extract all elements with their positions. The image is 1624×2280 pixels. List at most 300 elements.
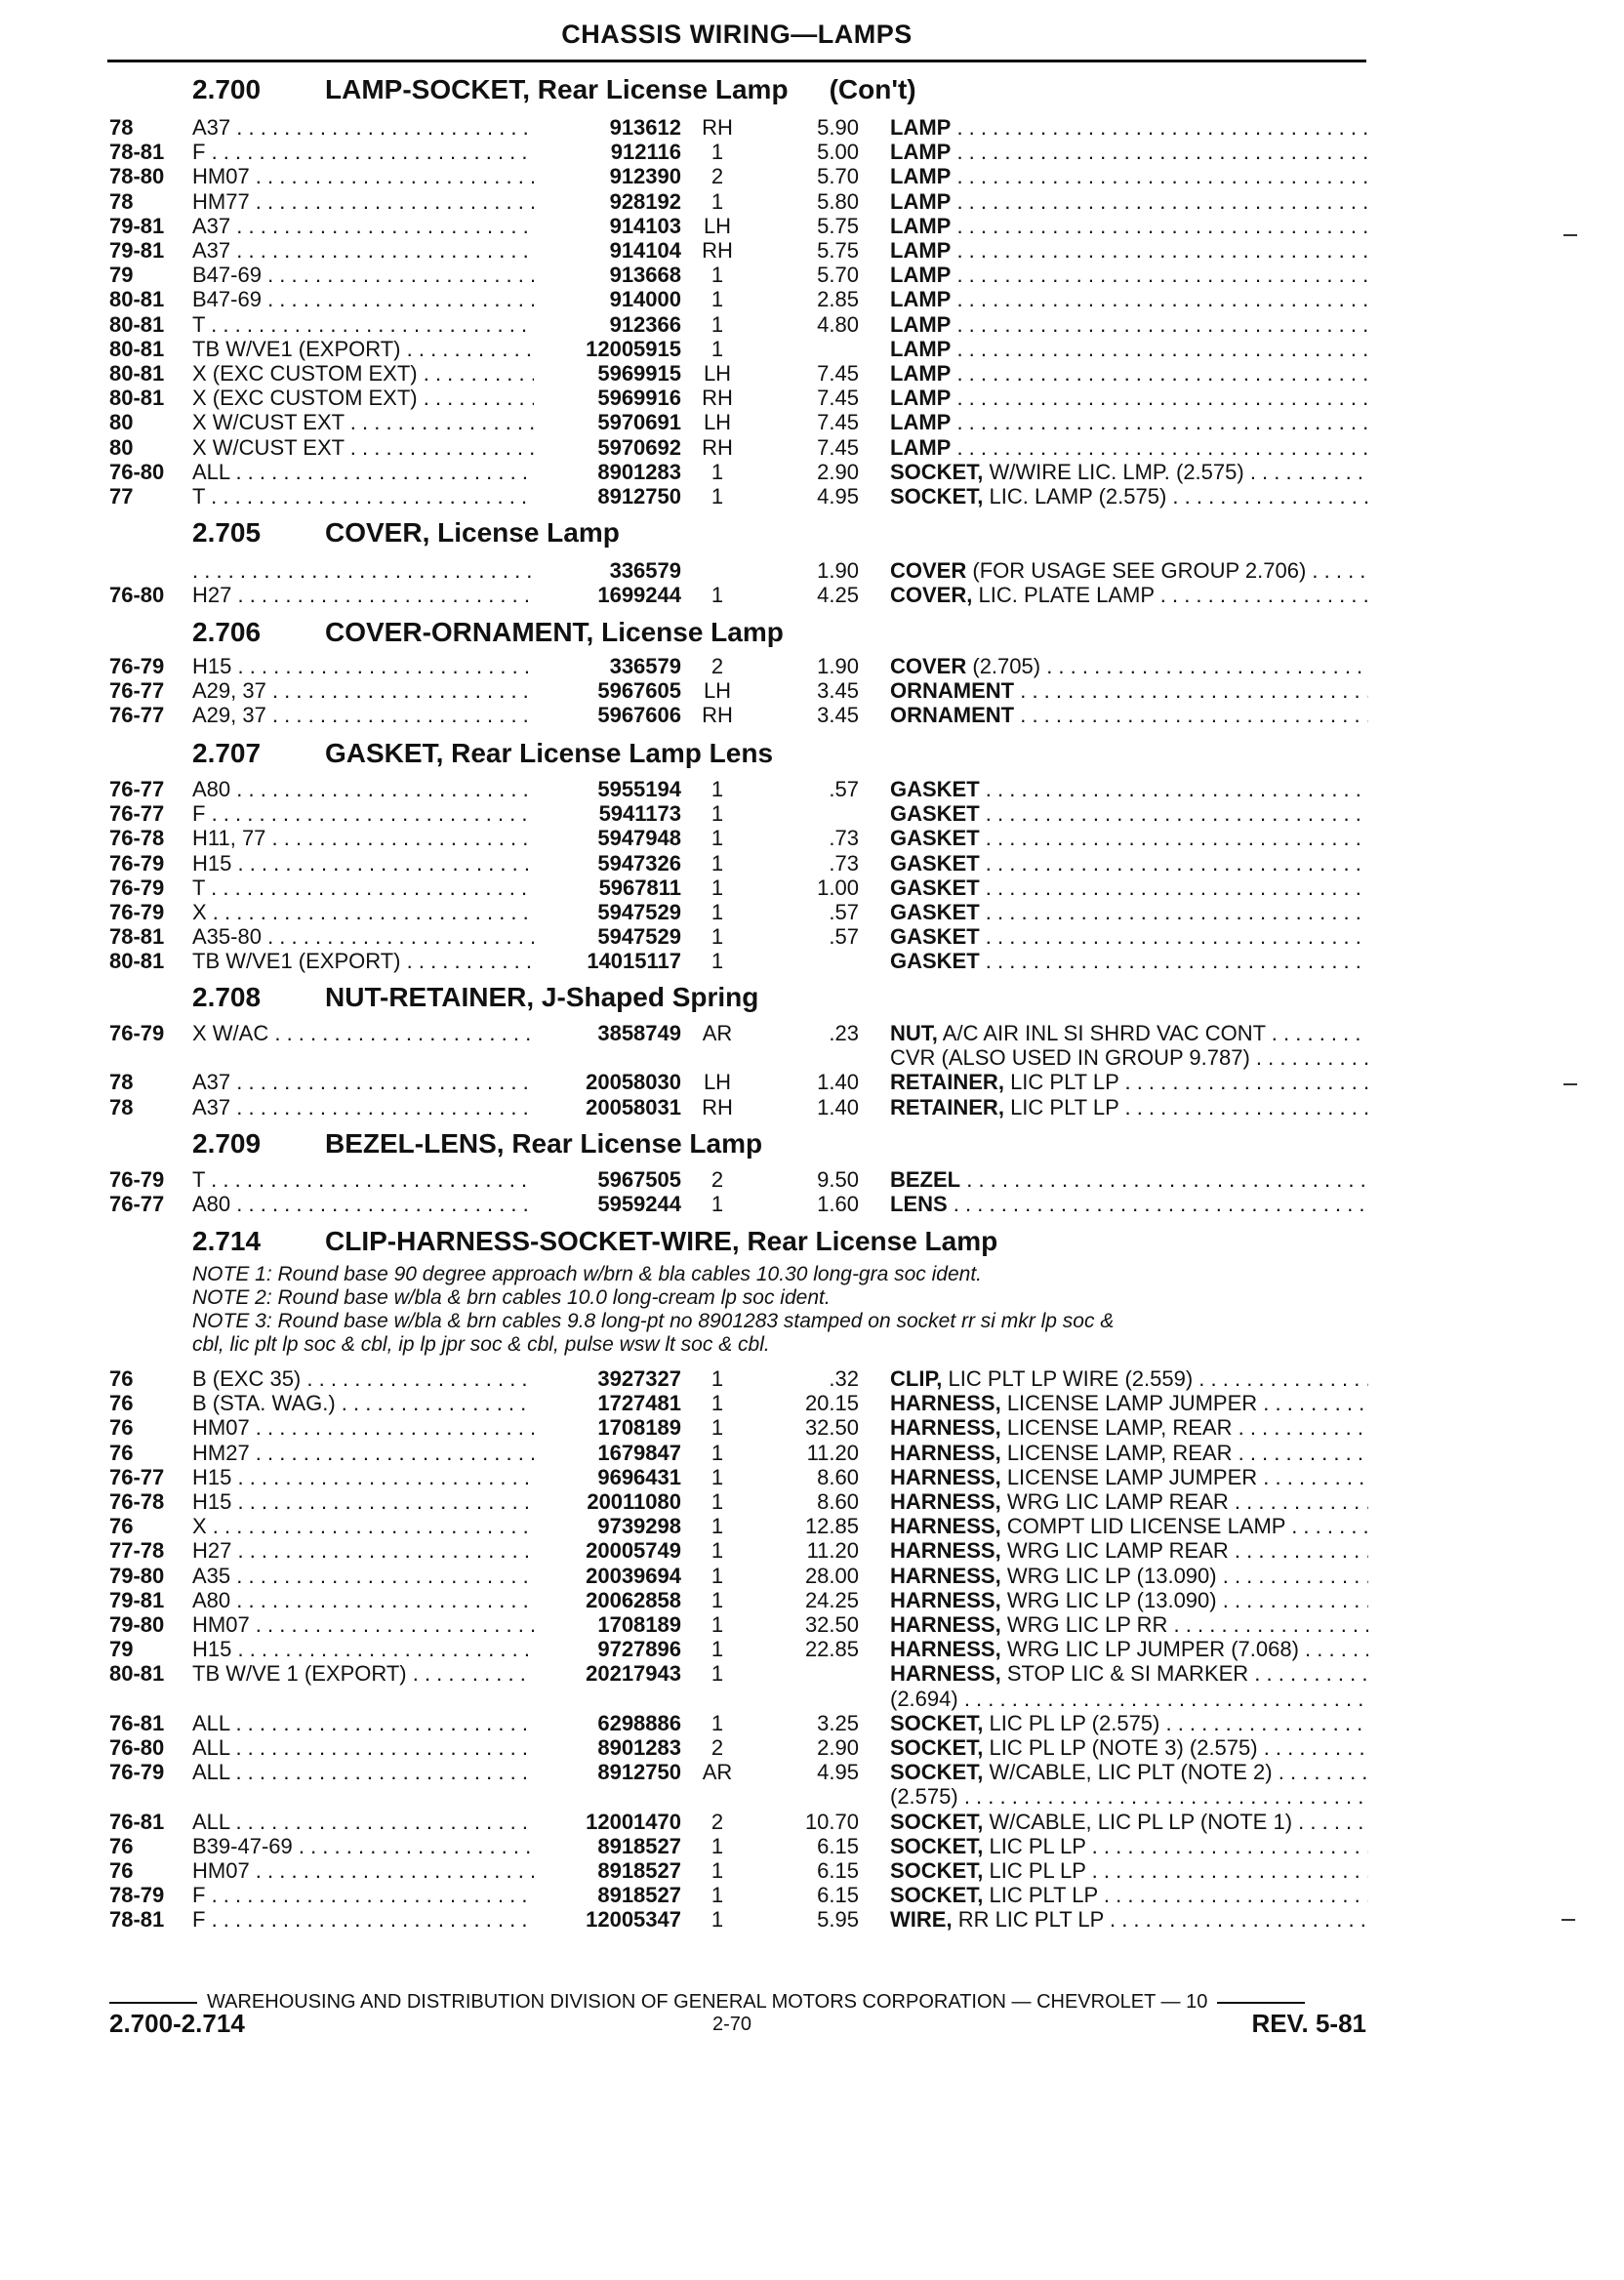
section-number: 2.709 <box>192 1128 262 1159</box>
table-row <box>0 949 1624 973</box>
part-number: 1699244 <box>597 583 681 608</box>
section-note: NOTE 2: Round base w/bla & brn cables 10.0 long-cream lp soc ident. <box>192 1286 831 1309</box>
part-number: 5967811 <box>598 875 681 900</box>
part-name-detail: COMPT LID LICENSE LAMP <box>1006 1514 1286 1539</box>
table-row <box>0 924 1624 949</box>
part-name <box>890 1588 1368 1612</box>
table-row <box>0 435 1624 460</box>
part-name-keyword: GASKET <box>890 777 980 801</box>
part-name <box>890 1366 1368 1391</box>
section-title: NUT-RETAINER, J-Shaped Spring <box>325 982 759 1012</box>
part-name <box>890 1167 1368 1192</box>
part-number: 8918527 <box>597 1858 681 1883</box>
part-number: 5969916 <box>597 386 681 411</box>
part-name <box>890 1760 1368 1784</box>
part-name-keyword: NUT, <box>890 1021 938 1045</box>
price: 3.25 <box>817 1710 859 1735</box>
part-number: 913668 <box>609 263 681 288</box>
price: 10.70 <box>804 1809 859 1834</box>
quantity: AR <box>702 1760 733 1785</box>
part-name-keyword: HARNESS, <box>890 1563 1001 1588</box>
model-description: X W/CUST EXT . . . <box>192 435 534 460</box>
price: 11.20 <box>806 1538 859 1564</box>
part-name-keyword: WIRE, <box>890 1907 953 1933</box>
part-number: 8901283 <box>597 1735 681 1760</box>
part-number: 5955194 <box>597 777 681 801</box>
part-name <box>890 1415 1368 1440</box>
table-row <box>0 1167 1624 1192</box>
model-description: B (EXC 35) . . . <box>192 1366 534 1391</box>
part-number: 9739298 <box>597 1514 681 1539</box>
part-name <box>890 875 1368 900</box>
part-name-detail: WRG LIC LAMP REAR <box>1006 1538 1229 1564</box>
part-name-detail: WRG LIC LP (13.090) <box>1006 1563 1217 1588</box>
part-name-keyword: LENS <box>890 1192 948 1217</box>
table-row <box>0 777 1624 801</box>
price: 7.45 <box>817 361 859 386</box>
part-name-keyword: HARNESS, <box>890 1661 1001 1687</box>
table-row <box>0 484 1624 509</box>
price: 20.15 <box>804 1391 859 1416</box>
table-row <box>0 386 1624 410</box>
part-name-keyword: RETAINER, <box>890 1070 1004 1095</box>
quantity: 1 <box>710 1710 724 1735</box>
quantity: 1 <box>710 949 724 974</box>
part-name <box>890 1070 1368 1094</box>
price: 2.85 <box>817 287 859 312</box>
table-row <box>0 654 1624 678</box>
quantity: 1 <box>710 1858 724 1883</box>
year-range: 79-81 <box>109 213 165 238</box>
part-name <box>890 583 1368 607</box>
model-description: TB W/VE 1 (EXPORT) . . . <box>192 1661 534 1686</box>
model-description: X (EXC CUSTOM EXT) . . . <box>192 361 534 386</box>
quantity: 1 <box>710 287 724 312</box>
part-name-detail: (FOR USAGE SEE GROUP 2.706) <box>972 558 1307 583</box>
price: 7.45 <box>817 410 859 435</box>
table-row <box>0 164 1624 188</box>
quantity: 1 <box>710 1587 724 1612</box>
year-range: 78 <box>109 1070 134 1095</box>
model-description: A80 . . . <box>192 1192 534 1216</box>
model-description: HM07 . . . <box>192 1415 534 1440</box>
part-name-detail: STOP LIC & SI MARKER <box>1006 1661 1249 1687</box>
model-description: X W/CUST EXT . . . <box>192 410 534 434</box>
year-range: 76-77 <box>109 777 165 801</box>
part-name <box>890 140 1368 164</box>
table-row <box>0 140 1624 164</box>
footer-revision: REV. 5-81 <box>1251 2009 1366 2038</box>
section-number: 2.707 <box>192 738 262 768</box>
quantity: 1 <box>710 1415 724 1441</box>
year-range: 79 <box>109 1637 134 1662</box>
part-number: 912116 <box>610 140 681 165</box>
part-name-detail: LICENSE LAMP JUMPER <box>1006 1464 1258 1489</box>
quantity: 1 <box>710 1563 724 1588</box>
section-number: 2.708 <box>192 982 262 1012</box>
part-name <box>890 164 1368 188</box>
part-number: 5967606 <box>597 703 681 728</box>
table-row <box>0 1441 1624 1465</box>
part-name <box>890 337 1368 361</box>
part-number: 5941173 <box>598 801 681 827</box>
table-row <box>0 238 1624 263</box>
model-description: A80 . . . <box>192 777 534 801</box>
part-number: 12005915 <box>586 336 681 361</box>
year-range: 78-81 <box>109 924 165 950</box>
year-range: 80-81 <box>109 287 165 312</box>
quantity: 1 <box>710 188 724 214</box>
table-row <box>0 1760 1624 1784</box>
price: .23 <box>829 1021 859 1045</box>
model-description: F . . . <box>192 1883 534 1907</box>
part-number: 336579 <box>609 654 681 678</box>
table-row <box>0 1810 1624 1834</box>
model-description: H15 . . . <box>192 1637 534 1661</box>
year-range: 76-79 <box>109 654 165 678</box>
part-name-continuation: (2.575) . . . <box>890 1784 1368 1809</box>
price: 9.50 <box>817 1167 859 1192</box>
model-description: T . . . <box>192 875 534 900</box>
year-range: 78 <box>109 115 134 140</box>
part-name <box>890 1711 1368 1735</box>
price: .57 <box>829 924 859 950</box>
footer-rule-left <box>109 2002 197 2004</box>
table-row <box>0 1391 1624 1415</box>
year-range: 76-79 <box>109 1167 165 1192</box>
part-name <box>890 777 1368 801</box>
quantity: 1 <box>710 263 724 288</box>
year-range: 79-80 <box>109 1612 165 1637</box>
table-row <box>0 337 1624 361</box>
part-number: 20039694 <box>586 1563 681 1588</box>
model-description: H15 . . . <box>192 1465 534 1489</box>
model-description: X W/AC . . . <box>192 1021 534 1045</box>
year-range: 76 <box>109 1391 134 1416</box>
section-heading <box>192 1226 997 1257</box>
price: 7.45 <box>817 386 859 411</box>
part-number: 8901283 <box>597 459 681 484</box>
price: 4.80 <box>817 311 859 337</box>
part-name <box>890 1883 1368 1907</box>
section-note: cbl, lic plt lp soc & cbl, ip lp jpr soc & cbl, pulse wsw lt soc & cbl. <box>192 1333 770 1356</box>
model-description: A35 . . . <box>192 1564 534 1588</box>
footer-division-line <box>109 1991 1368 2014</box>
table-row <box>0 214 1624 238</box>
part-name <box>890 361 1368 386</box>
model-description: TB W/VE1 (EXPORT) . . . <box>192 949 534 973</box>
part-name-detail: LIC PLT LP <box>989 1883 1098 1908</box>
year-range: 78-81 <box>109 140 165 165</box>
part-number: 8918527 <box>597 1833 681 1858</box>
quantity: 1 <box>710 1907 724 1933</box>
quantity: 1 <box>710 583 724 608</box>
table-row <box>0 1192 1624 1216</box>
part-name <box>890 1858 1368 1883</box>
quantity: 1 <box>710 850 724 875</box>
model-description: A37 . . . <box>192 214 534 238</box>
part-name <box>890 851 1368 875</box>
year-range: 79-81 <box>109 238 165 263</box>
header-rule <box>107 60 1366 62</box>
quantity: 1 <box>710 900 724 924</box>
part-name <box>890 1735 1368 1760</box>
year-range: 77-78 <box>109 1538 165 1564</box>
part-name-detail: WRG LIC LAMP REAR <box>1006 1489 1229 1514</box>
part-name-keyword: SOCKET, <box>890 1735 984 1760</box>
year-range: 76 <box>109 1858 134 1883</box>
year-range: 76 <box>109 1366 134 1391</box>
model-description: X . . . <box>192 1514 534 1538</box>
part-number: 5970692 <box>597 434 681 460</box>
part-name-keyword: GASKET <box>890 900 980 924</box>
quantity: 1 <box>710 1464 724 1489</box>
part-name-detail: LIC. LAMP (2.575) <box>989 484 1167 509</box>
part-name-detail: LIC PL LP <box>989 1833 1086 1858</box>
model-description: HM07 . . . <box>192 1612 534 1637</box>
price: 3.45 <box>817 678 859 704</box>
table-row <box>0 1661 1624 1686</box>
price: .32 <box>829 1366 859 1391</box>
footer-group-range: 2.700-2.714 <box>109 2009 245 2038</box>
part-name-detail: LIC. PLATE LAMP <box>978 583 1155 608</box>
quantity: 1 <box>710 801 724 827</box>
year-range: 76-80 <box>109 459 165 484</box>
part-name-keyword: SOCKET, <box>890 1883 984 1908</box>
quantity: RH <box>702 115 733 140</box>
part-name <box>890 1021 1368 1045</box>
section-title: CLIP-HARNESS-SOCKET-WIRE, Rear License Lamp <box>325 1226 998 1256</box>
year-range: 76-80 <box>109 583 165 608</box>
year-range: 78 <box>109 188 134 214</box>
table-row <box>0 1070 1624 1094</box>
quantity: 1 <box>710 1833 724 1858</box>
part-name <box>890 1564 1368 1588</box>
part-name-detail: RR LIC PLT LP <box>957 1907 1104 1933</box>
quantity: 1 <box>710 140 724 165</box>
model-description: ALL . . . <box>192 460 534 484</box>
model-description: H15 . . . <box>192 1489 534 1514</box>
quantity: 1 <box>710 1612 724 1637</box>
part-name-keyword: ORNAMENT <box>890 678 1015 704</box>
part-name-keyword: HARNESS, <box>890 1440 1001 1465</box>
part-name <box>890 214 1368 238</box>
part-name <box>890 654 1368 678</box>
part-number: 1679847 <box>597 1440 681 1465</box>
part-number: 914103 <box>609 213 681 238</box>
year-range: 80-81 <box>109 386 165 411</box>
table-row <box>0 1538 1624 1563</box>
price: 1.00 <box>817 875 859 900</box>
part-name <box>890 1095 1368 1120</box>
footer-division: WAREHOUSING AND DISTRIBUTION DIVISION OF GENERAL MOTORS CORPORATION — CHEVROLET — 10 <box>207 1991 1208 2013</box>
part-number: 5967605 <box>597 678 681 704</box>
part-name <box>890 924 1368 949</box>
part-name <box>890 558 1368 583</box>
price: 8.60 <box>817 1464 859 1489</box>
part-name-detail: LIC PL LP (2.575) <box>989 1710 1160 1735</box>
year-range: 79-81 <box>109 1587 165 1612</box>
price: .73 <box>829 826 859 851</box>
model-description: B47-69 . . . <box>192 263 534 287</box>
part-name-keyword: COVER <box>890 558 967 583</box>
price: 6.15 <box>817 1883 859 1908</box>
part-name-detail: W/CABLE, LIC PL LP (NOTE 1) <box>989 1809 1293 1834</box>
quantity: 1 <box>710 875 724 900</box>
part-name-keyword: LAMP <box>890 115 952 140</box>
part-number: 20058030 <box>586 1070 681 1095</box>
part-number: 20005749 <box>586 1538 681 1564</box>
section-number: 2.706 <box>192 617 262 647</box>
part-name-detail: W/WIRE LIC. LMP. (2.575) <box>989 459 1244 484</box>
model-description: A80 . . . <box>192 1588 534 1612</box>
price: 32.50 <box>804 1612 859 1637</box>
table-row <box>0 678 1624 703</box>
section-number: 2.700 <box>192 74 262 104</box>
year-range: 76-79 <box>109 875 165 900</box>
table-row <box>0 851 1624 875</box>
quantity: RH <box>702 386 733 411</box>
part-name <box>890 826 1368 850</box>
section-continued: (Con't) <box>829 74 916 104</box>
model-description: A35-80 . . . <box>192 924 534 949</box>
part-name-keyword: GASKET <box>890 924 980 950</box>
quantity: 1 <box>710 1489 724 1514</box>
table-row <box>0 1021 1624 1045</box>
part-name <box>890 1612 1368 1637</box>
part-name-keyword: LAMP <box>890 434 952 460</box>
section-heading <box>192 1128 762 1160</box>
part-number: 20217943 <box>586 1661 681 1687</box>
part-name-keyword: GASKET <box>890 826 980 851</box>
part-number: 8912750 <box>597 484 681 509</box>
section-title: COVER-ORNAMENT, License Lamp <box>325 617 784 647</box>
model-description: H11, 77 . . . <box>192 826 534 850</box>
table-row <box>0 1415 1624 1440</box>
section-title: GASKET, Rear License Lamp Lens <box>325 738 774 768</box>
year-range: 76-77 <box>109 703 165 728</box>
quantity: 1 <box>710 1366 724 1391</box>
quantity: 1 <box>710 777 724 801</box>
table-row <box>0 263 1624 287</box>
part-name <box>890 1538 1368 1563</box>
year-range: 76-79 <box>109 1760 165 1785</box>
price: 1.90 <box>817 558 859 583</box>
part-name-keyword: SOCKET, <box>890 1809 984 1834</box>
price: 5.70 <box>817 263 859 288</box>
part-name <box>890 1834 1368 1858</box>
model-description: HM77 . . . <box>192 189 534 214</box>
price: 12.85 <box>804 1514 859 1539</box>
part-name-continuation: CVR (ALSO USED IN GROUP 9.787) . . . <box>890 1045 1368 1070</box>
part-name-keyword: COVER <box>890 654 967 678</box>
section-title: LAMP-SOCKET, Rear License Lamp <box>325 74 789 104</box>
model-description: H15 . . . <box>192 851 534 875</box>
part-name-keyword: HARNESS, <box>890 1489 1001 1514</box>
part-name-keyword: HARNESS, <box>890 1415 1001 1441</box>
table-row <box>0 583 1624 607</box>
year-range: 76-78 <box>109 826 165 851</box>
model-description: X . . . <box>192 900 534 924</box>
part-name <box>890 1514 1368 1538</box>
quantity: 1 <box>710 924 724 950</box>
quantity: LH <box>703 361 732 386</box>
price: 1.40 <box>817 1094 859 1120</box>
part-number: 913612 <box>609 115 681 140</box>
part-number: 3858749 <box>597 1021 681 1045</box>
scan-mark <box>1562 1919 1575 1921</box>
quantity: LH <box>703 1070 732 1095</box>
table-row <box>0 1883 1624 1907</box>
part-name-detail: LICENSE LAMP, REAR <box>1006 1415 1233 1441</box>
section-title: BEZEL-LENS, Rear License Lamp <box>325 1128 763 1159</box>
price: 5.75 <box>817 213 859 238</box>
year-range: 80 <box>109 434 134 460</box>
part-number: 5947948 <box>597 826 681 851</box>
part-number: 6298886 <box>597 1710 681 1735</box>
year-range: 76 <box>109 1440 134 1465</box>
model-description: T . . . <box>192 312 534 337</box>
price: 32.50 <box>804 1415 859 1441</box>
part-name-keyword: HARNESS, <box>890 1538 1001 1564</box>
part-name-detail: WRG LIC LP (13.090) <box>1006 1587 1217 1612</box>
year-range: 76-81 <box>109 1710 165 1735</box>
part-name-keyword: SOCKET, <box>890 1833 984 1858</box>
part-number: 20062858 <box>586 1587 681 1612</box>
table-row <box>0 1858 1624 1883</box>
quantity: 2 <box>710 654 724 678</box>
part-name-keyword: LAMP <box>890 140 952 165</box>
part-name-keyword: SOCKET, <box>890 1858 984 1883</box>
part-name <box>890 949 1368 973</box>
table-row <box>0 115 1624 140</box>
year-range: 80-81 <box>109 949 165 974</box>
part-name-keyword: HARNESS, <box>890 1391 1001 1416</box>
part-name-keyword: HARNESS, <box>890 1612 1001 1637</box>
page-header-title: CHASSIS WIRING—LAMPS <box>561 20 913 49</box>
year-range: 76 <box>109 1415 134 1441</box>
part-number: 5947529 <box>597 924 681 950</box>
year-range: 80-81 <box>109 311 165 337</box>
part-number: 914000 <box>609 287 681 312</box>
part-name <box>890 287 1368 311</box>
model-description: A29, 37 . . . <box>192 678 534 703</box>
model-description: A37 . . . <box>192 1070 534 1094</box>
quantity: 1 <box>710 484 724 509</box>
price: 24.25 <box>804 1587 859 1612</box>
part-name-keyword: SOCKET, <box>890 1760 984 1785</box>
part-name-keyword: CLIP, <box>890 1366 943 1391</box>
table-row <box>0 1612 1624 1637</box>
part-name-keyword: HARNESS, <box>890 1514 1001 1539</box>
quantity: 1 <box>710 1391 724 1416</box>
quantity: LH <box>703 213 732 238</box>
price: 2.90 <box>817 1735 859 1760</box>
year-range: 76-79 <box>109 850 165 875</box>
model-description: H27 . . . <box>192 1538 534 1563</box>
price: 28.00 <box>804 1563 859 1588</box>
part-number: 1708189 <box>597 1612 681 1637</box>
model-description: H15 . . . <box>192 654 534 678</box>
year-range: 76-80 <box>109 1735 165 1760</box>
quantity: RH <box>702 434 733 460</box>
part-name-keyword: LAMP <box>890 311 952 337</box>
part-name-keyword: LAMP <box>890 263 952 288</box>
year-range: 76-78 <box>109 1489 165 1514</box>
part-number: 5969915 <box>597 361 681 386</box>
price: 6.15 <box>817 1858 859 1883</box>
model-description: B39-47-69 . . . <box>192 1834 534 1858</box>
